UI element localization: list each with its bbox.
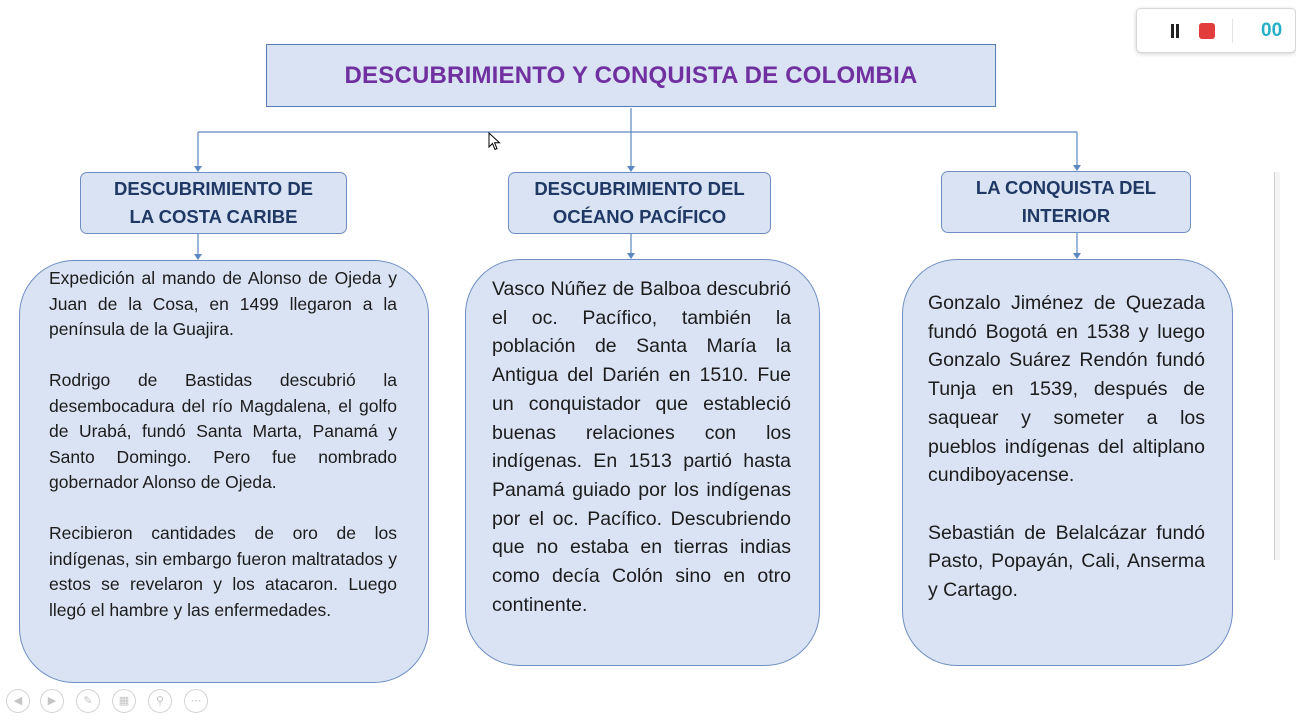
paragraph-ojeda-expedition: Expedición al mando de Alonso de Ojeda y Juan de la Cosa, en 1499 llegaron a la península de la Guajira. xyxy=(49,268,397,339)
heading-box-costa-caribe xyxy=(80,172,347,234)
stop-icon[interactable] xyxy=(1199,23,1215,39)
heading-box-oceano-pacifico xyxy=(508,172,771,234)
diagram-title: DESCUBRIMIENTO Y CONQUISTA DE COLOMBIA xyxy=(344,61,918,89)
paragraph-bastidas: Rodrigo de Bastidas descubrió la desembocadura del río Magdalena, el golfo de Urabá, fundó Santa Marta, Panamá y Santo Domingo. Pero fue nombrado gobernador Alonso de Ojeda. xyxy=(49,370,397,492)
recording-timer: 00 xyxy=(1261,20,1283,41)
slides-icon[interactable]: ▦ xyxy=(112,689,136,713)
paragraph-jimenez-quezada: Gonzalo Jiménez de Quezada fundó Bogotá en 1538 y luego Gonzalo Suárez Rendón fundó Tunja en 1539, después de saquear y someter a los pueblos indígenas del altiplano cundiboyacense. xyxy=(928,292,1205,487)
pause-icon[interactable] xyxy=(1167,22,1181,40)
content-text-oceano-pacifico xyxy=(492,275,791,619)
previous-icon[interactable]: ◀ xyxy=(6,689,30,713)
zoom-icon[interactable]: ⚲ xyxy=(148,689,172,713)
more-icon[interactable]: ⋯ xyxy=(184,689,208,713)
content-text-costa-caribe xyxy=(49,266,397,623)
next-icon[interactable]: ▶ xyxy=(40,689,64,713)
paragraph-belalcazar: Sebastián de Belalcázar fundó Pasto, Popayán, Cali, Anserma y Cartago. xyxy=(928,521,1205,602)
recording-toolbar xyxy=(1136,8,1296,53)
diagram-title-box xyxy=(266,44,996,107)
toolbar-divider xyxy=(1232,19,1233,43)
heading-box-conquista-interior xyxy=(941,171,1191,233)
heading-conquista-interior: LA CONQUISTA DEL INTERIOR xyxy=(975,177,1157,226)
paragraph-indigenas-oro: Recibieron cantidades de oro de los indígenas, sin embargo fueron maltratados y estos se revelaron y los atacaron. Luego llegó el hambre y las enfermedades. xyxy=(49,523,397,620)
heading-costa-caribe: DESCUBRIMIENTO DE LA COSTA CARIBE xyxy=(113,178,314,227)
heading-oceano-pacifico: DESCUBRIMIENTO DEL OCÉANO PACÍFICO xyxy=(534,178,745,227)
side-panel-edge xyxy=(1274,172,1280,560)
paragraph-balboa: Vasco Núñez de Balboa descubrió el oc. Pacífico, también la población de Santa María la Antigua del Darién en 1510. Fue un conquistador que estableció buenas relaciones con los indígenas. En 1513 partió hasta Panamá guiado por los indígenas por el oc. Pacífico. Descubriendo que no estaba en tierras indias como decía Colón sino en otro continente. xyxy=(492,278,791,616)
pen-icon[interactable]: ✎ xyxy=(76,689,100,713)
content-text-conquista-interior xyxy=(928,289,1205,605)
mouse-cursor-icon xyxy=(488,132,502,152)
